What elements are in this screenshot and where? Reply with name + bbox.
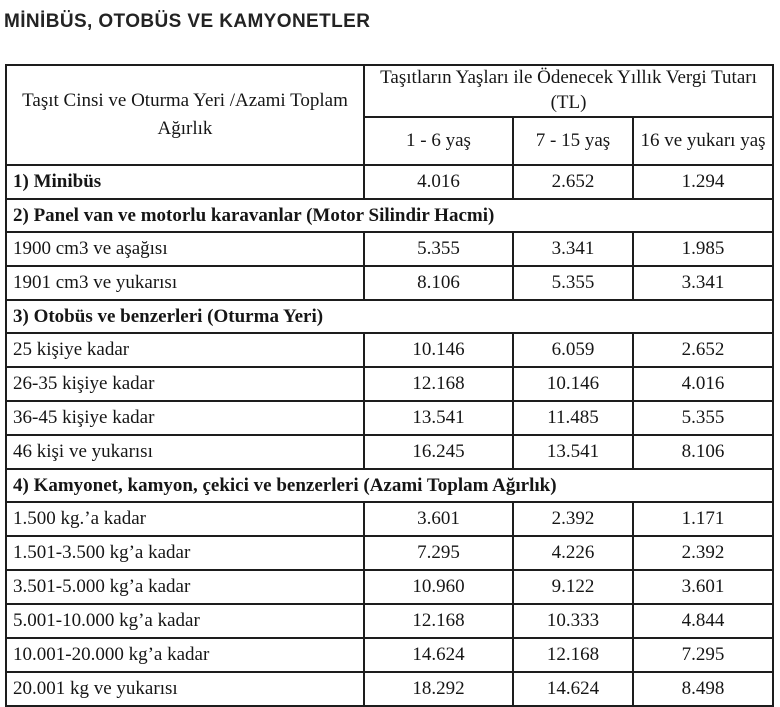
tax-value-cell: 8.498 xyxy=(633,672,773,706)
tax-value-cell: 5.355 xyxy=(513,266,633,300)
age-column-header-16-plus: 16 ve yukarı yaş xyxy=(633,117,773,165)
tax-value-cell: 13.541 xyxy=(364,401,513,435)
table-row xyxy=(6,638,773,672)
section-row xyxy=(6,300,773,333)
tax-value-cell: 7.295 xyxy=(364,536,513,570)
table-row xyxy=(6,604,773,638)
tax-value-cell: 8.106 xyxy=(364,266,513,300)
tax-value-cell: 11.485 xyxy=(513,401,633,435)
tax-value-cell: 2.392 xyxy=(633,536,773,570)
tax-value-cell: 3.341 xyxy=(633,266,773,300)
vehicle-type-cell: 20.001 kg ve yukarısı xyxy=(6,672,364,706)
page-title: MİNİBÜS, OTOBÜS VE KAMYONETLER xyxy=(4,11,371,32)
vehicle-type-cell: 1.500 kg.’a kadar xyxy=(6,502,364,536)
tax-value-cell: 4.226 xyxy=(513,536,633,570)
vehicle-type-cell: 1901 cm3 ve yukarısı xyxy=(6,266,364,300)
tax-value-cell: 2.652 xyxy=(513,165,633,199)
tax-value-cell: 12.168 xyxy=(364,367,513,401)
table-row xyxy=(6,536,773,570)
vehicle-type-cell: 26-35 kişiye kadar xyxy=(6,367,364,401)
tax-value-cell: 1.171 xyxy=(633,502,773,536)
tax-value-cell: 12.168 xyxy=(513,638,633,672)
section-row xyxy=(6,469,773,502)
tax-value-cell: 1.294 xyxy=(633,165,773,199)
vehicle-tax-table xyxy=(5,64,774,707)
vehicle-type-cell: 3.501-5.000 kg’a kadar xyxy=(6,570,364,604)
table-row xyxy=(6,435,773,469)
section-title-cell: 3) Otobüs ve benzerleri (Oturma Yeri) xyxy=(6,300,773,333)
tax-value-cell: 1.985 xyxy=(633,232,773,266)
table-row xyxy=(6,333,773,367)
tax-value-cell: 4.844 xyxy=(633,604,773,638)
tax-value-cell: 2.392 xyxy=(513,502,633,536)
tax-value-cell: 10.146 xyxy=(364,333,513,367)
table-body xyxy=(6,165,773,706)
tax-value-cell: 8.106 xyxy=(633,435,773,469)
tax-value-cell: 16.245 xyxy=(364,435,513,469)
table-row xyxy=(6,672,773,706)
tax-value-cell: 5.355 xyxy=(633,401,773,435)
table-row xyxy=(6,502,773,536)
tax-value-cell: 18.292 xyxy=(364,672,513,706)
table-row xyxy=(6,570,773,604)
age-column-header-1-6: 1 - 6 yaş xyxy=(364,117,513,165)
header-row-group xyxy=(6,65,773,117)
vehicle-type-cell: 1900 cm3 ve aşağısı xyxy=(6,232,364,266)
tax-amount-group-header: Taşıtların Yaşları ile Ödenecek Yıllık Vergi Tutarı (TL) xyxy=(364,65,773,117)
tax-value-cell: 14.624 xyxy=(513,672,633,706)
tax-value-cell: 2.652 xyxy=(633,333,773,367)
section-title-cell: 4) Kamyonet, kamyon, çekici ve benzerleri (Azami Toplam Ağırlık) xyxy=(6,469,773,502)
tax-value-cell: 4.016 xyxy=(633,367,773,401)
age-column-header-7-15: 7 - 15 yaş xyxy=(513,117,633,165)
vehicle-type-column-header: Taşıt Cinsi ve Oturma Yeri /Azami Toplam Ağırlık xyxy=(6,65,364,165)
tax-value-cell: 3.601 xyxy=(633,570,773,604)
vehicle-type-cell: 10.001-20.000 kg’a kadar xyxy=(6,638,364,672)
section-row xyxy=(6,199,773,232)
tax-value-cell: 10.146 xyxy=(513,367,633,401)
tax-value-cell: 12.168 xyxy=(364,604,513,638)
tax-value-cell: 3.341 xyxy=(513,232,633,266)
tax-value-cell: 10.333 xyxy=(513,604,633,638)
table-row xyxy=(6,165,773,199)
section-title-cell: 2) Panel van ve motorlu karavanlar (Motor Silindir Hacmi) xyxy=(6,199,773,232)
tax-value-cell: 4.016 xyxy=(364,165,513,199)
tax-value-cell: 3.601 xyxy=(364,502,513,536)
tax-value-cell: 10.960 xyxy=(364,570,513,604)
table-row xyxy=(6,401,773,435)
vehicle-type-cell: 5.001-10.000 kg’a kadar xyxy=(6,604,364,638)
vehicle-type-cell: 46 kişi ve yukarısı xyxy=(6,435,364,469)
tax-value-cell: 6.059 xyxy=(513,333,633,367)
vehicle-type-cell: 25 kişiye kadar xyxy=(6,333,364,367)
table-row xyxy=(6,232,773,266)
vehicle-type-cell: 1.501-3.500 kg’a kadar xyxy=(6,536,364,570)
tax-value-cell: 5.355 xyxy=(364,232,513,266)
tax-value-cell: 9.122 xyxy=(513,570,633,604)
tax-value-cell: 13.541 xyxy=(513,435,633,469)
vehicle-type-cell: 1) Minibüs xyxy=(6,165,364,199)
tax-value-cell: 14.624 xyxy=(364,638,513,672)
tax-value-cell: 7.295 xyxy=(633,638,773,672)
vehicle-type-cell: 36-45 kişiye kadar xyxy=(6,401,364,435)
table-row xyxy=(6,266,773,300)
table-row xyxy=(6,367,773,401)
